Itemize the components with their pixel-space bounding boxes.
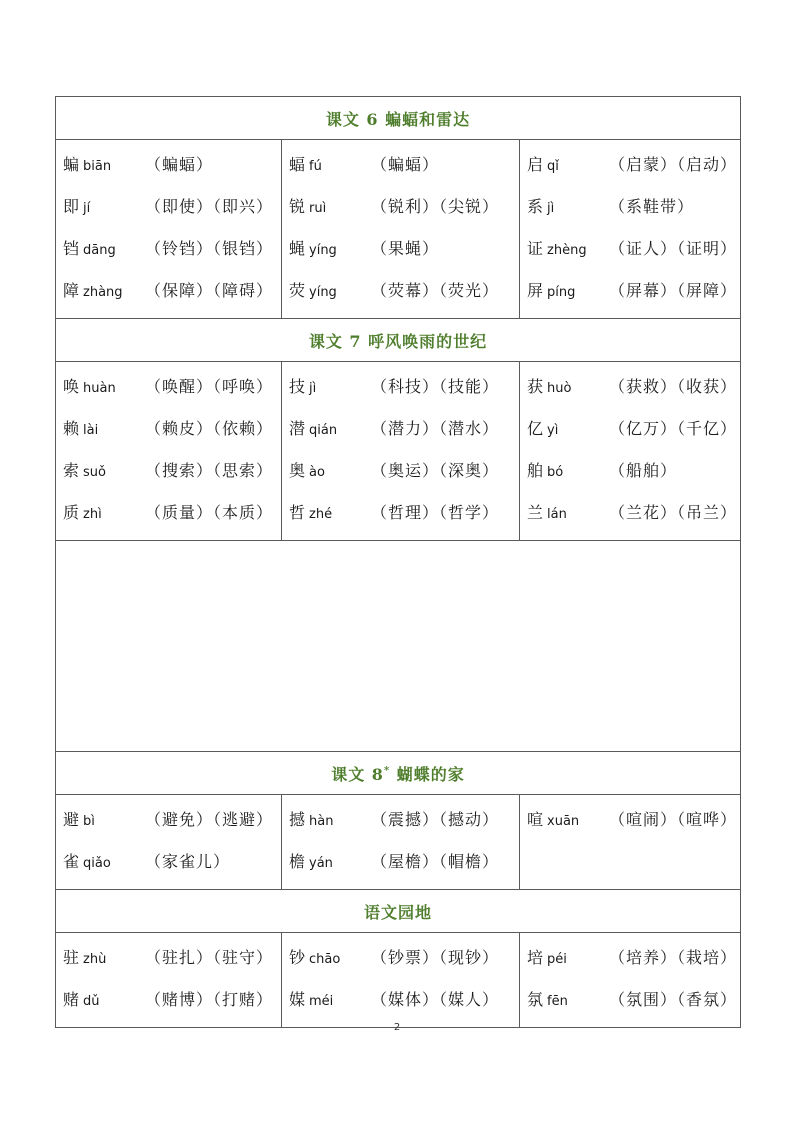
vocab-column — [56, 362, 282, 541]
vocab-entry — [289, 144, 519, 186]
vocab-character: 索 — [63, 461, 80, 480]
section-title-mark: * — [383, 765, 391, 777]
vocab-column — [56, 795, 282, 890]
vocab-character: 撼 — [289, 810, 306, 829]
vocab-pinyin: lài — [83, 423, 99, 438]
vocab-words: （培养）（栽培） — [609, 948, 738, 967]
vocab-pinyin: zhù — [83, 952, 107, 967]
blank-cell — [56, 541, 741, 752]
vocab-character: 启 — [527, 155, 544, 174]
vocab-pinyin: píng — [547, 285, 576, 300]
vocab-words: （证人）（证明） — [609, 239, 738, 258]
vocab-pinyin: zhèng — [547, 243, 587, 258]
vocab-words: （启蒙）（启动） — [609, 155, 738, 174]
vocab-character: 亿 — [527, 419, 544, 438]
vocab-column — [520, 795, 741, 890]
vocab-column — [520, 362, 741, 541]
vocab-words: （家雀儿） — [145, 852, 231, 871]
vocab-pinyin: jì — [309, 381, 317, 396]
vocab-entry — [527, 937, 740, 979]
vocab-entry — [527, 144, 740, 186]
vocab-character: 舶 — [527, 461, 544, 480]
vocab-character: 避 — [63, 810, 80, 829]
section-header-row — [56, 97, 741, 140]
vocab-words: （蝙蝠） — [371, 155, 440, 174]
section-title-text: 课文 8 — [331, 764, 384, 784]
vocab-pinyin: yì — [547, 423, 559, 438]
vocab-character: 铛 — [63, 239, 80, 258]
vocabulary-table — [55, 96, 741, 1028]
vocab-entry — [63, 408, 281, 450]
vocab-words: （亿万）（千亿） — [609, 419, 738, 438]
vocab-entry — [63, 144, 281, 186]
vocab-pinyin: qián — [309, 423, 338, 438]
vocab-character: 质 — [63, 503, 80, 522]
vocab-pinyin: biān — [83, 159, 112, 174]
vocab-pinyin: péi — [547, 952, 567, 967]
vocab-words: （获救）（收获） — [609, 377, 738, 396]
section-content-row — [56, 933, 741, 1028]
vocab-words: （驻扎）（驻守） — [145, 948, 274, 967]
vocab-pinyin: qǐ — [547, 159, 559, 174]
section-content-row — [56, 795, 741, 890]
vocab-entry — [63, 366, 281, 408]
vocab-words: （保障）（障碍） — [145, 281, 274, 300]
section-title-text: 语文园地 — [364, 902, 433, 922]
section-title — [56, 752, 741, 795]
vocab-pinyin: zhàng — [83, 285, 123, 300]
vocab-pinyin: zhé — [309, 507, 333, 522]
vocab-words: （屏幕）（屏障） — [609, 281, 738, 300]
vocab-pinyin: lán — [547, 507, 567, 522]
vocab-pinyin: huàn — [83, 381, 116, 396]
vocab-entry — [527, 270, 740, 312]
vocab-character: 屏 — [527, 281, 544, 300]
vocab-entry — [63, 228, 281, 270]
vocab-pinyin: qiǎo — [83, 856, 111, 871]
vocab-character: 证 — [527, 239, 544, 258]
vocab-pinyin: hàn — [309, 814, 334, 829]
vocab-words: （科技）（技能） — [371, 377, 500, 396]
vocab-words: （哲理）（哲学） — [371, 503, 500, 522]
page-number: 2 — [393, 1022, 401, 1033]
vocab-words: （赌博）（打赌） — [145, 990, 274, 1009]
vocab-words: （铃铛）（银铛） — [145, 239, 274, 258]
vocab-entry — [289, 366, 519, 408]
vocab-words: （奥运）（深奥） — [371, 461, 500, 480]
vocab-words: （钞票）（现钞） — [371, 948, 500, 967]
section-title — [56, 890, 741, 933]
vocab-words: （媒体）（媒人） — [371, 990, 500, 1009]
vocab-character: 蝇 — [289, 239, 306, 258]
vocab-words: （唤醒）（呼唤） — [145, 377, 274, 396]
section-title — [56, 319, 741, 362]
vocab-character: 蝠 — [289, 155, 306, 174]
vocab-words: （潜力）（潜水） — [371, 419, 500, 438]
vocab-pinyin: chāo — [309, 952, 341, 967]
vocab-entry — [63, 186, 281, 228]
blank-row — [56, 541, 741, 752]
vocab-entry — [289, 270, 519, 312]
section-content-row — [56, 362, 741, 541]
vocab-words: （喧闹）（喧哗） — [609, 810, 738, 829]
vocab-character: 氛 — [527, 990, 544, 1009]
vocab-column — [56, 140, 282, 319]
section-header-row — [56, 890, 741, 933]
vocab-character: 媒 — [289, 990, 306, 1009]
section-title — [56, 97, 741, 140]
vocab-character: 雀 — [63, 852, 80, 871]
vocab-entry — [289, 799, 519, 841]
vocab-column — [282, 140, 520, 319]
vocab-entry — [289, 492, 519, 534]
section-header-row — [56, 319, 741, 362]
vocab-entry — [63, 270, 281, 312]
vocab-words: （屋檐）（帽檐） — [371, 852, 500, 871]
vocab-words: （船舶） — [609, 461, 678, 480]
vocab-words: （氛围）（香氛） — [609, 990, 738, 1009]
vocab-entry — [63, 799, 281, 841]
vocab-entry — [527, 799, 740, 841]
vocab-column — [282, 362, 520, 541]
vocab-entry — [289, 450, 519, 492]
vocab-pinyin: bì — [83, 814, 95, 829]
vocab-words: （兰花）（吊兰） — [609, 503, 738, 522]
vocab-column — [520, 933, 741, 1028]
vocab-entry — [289, 408, 519, 450]
section-title-rest: 蝴蝶的家 — [390, 764, 465, 784]
vocab-pinyin: bó — [547, 465, 564, 480]
vocab-character: 荧 — [289, 281, 306, 300]
vocabulary-sheet — [55, 96, 740, 1028]
vocab-pinyin: yán — [309, 856, 333, 871]
vocab-entry — [63, 841, 281, 883]
vocab-pinyin: yíng — [309, 243, 337, 258]
vocab-entry — [63, 979, 281, 1021]
vocab-character: 兰 — [527, 503, 544, 522]
section-title-text: 课文 6 蝙蝠和雷达 — [325, 109, 471, 129]
vocab-character: 奥 — [289, 461, 306, 480]
vocab-pinyin: yíng — [309, 285, 337, 300]
vocab-pinyin: xuān — [547, 814, 580, 829]
vocab-entry — [527, 408, 740, 450]
vocab-column — [520, 140, 741, 319]
vocab-pinyin: suǒ — [83, 465, 106, 480]
vocab-character: 钞 — [289, 948, 306, 967]
vocab-words: （避免）（逃避） — [145, 810, 274, 829]
vocab-entry — [289, 228, 519, 270]
vocab-column — [56, 933, 282, 1028]
vocab-character: 檐 — [289, 852, 306, 871]
vocab-character: 培 — [527, 948, 544, 967]
vocab-character: 潜 — [289, 419, 306, 438]
vocab-character: 驻 — [63, 948, 80, 967]
vocab-words: （震撼）（撼动） — [371, 810, 500, 829]
vocab-entry — [289, 937, 519, 979]
vocab-pinyin: ào — [309, 465, 325, 480]
vocab-entry — [63, 937, 281, 979]
vocab-words: （果蝇） — [371, 239, 440, 258]
vocab-character: 锐 — [289, 197, 306, 216]
vocab-words: （赖皮）（依赖） — [145, 419, 274, 438]
vocab-entry — [63, 450, 281, 492]
vocab-character: 赖 — [63, 419, 80, 438]
vocab-words: （蝙蝠） — [145, 155, 214, 174]
vocab-words: （质量）（本质） — [145, 503, 274, 522]
vocab-entry — [289, 841, 519, 883]
vocab-column — [282, 795, 520, 890]
vocab-pinyin: méi — [309, 994, 334, 1009]
vocab-pinyin: dāng — [83, 243, 116, 258]
vocab-character: 蝙 — [63, 155, 80, 174]
vocab-entry — [527, 492, 740, 534]
vocab-words: （即使）（即兴） — [145, 197, 274, 216]
vocab-entry — [527, 366, 740, 408]
vocab-entry — [527, 979, 740, 1021]
vocab-entry — [527, 228, 740, 270]
vocab-character: 障 — [63, 281, 80, 300]
vocab-words: （荧幕）（荧光） — [371, 281, 500, 300]
vocab-character: 技 — [289, 377, 306, 396]
vocab-pinyin: fú — [309, 159, 322, 174]
vocab-pinyin: jí — [83, 201, 91, 216]
vocab-pinyin: ruì — [309, 201, 327, 216]
vocab-entry — [63, 492, 281, 534]
vocab-character: 即 — [63, 197, 80, 216]
section-content-row — [56, 140, 741, 319]
vocab-entry — [527, 186, 740, 228]
section-header-row — [56, 752, 741, 795]
vocab-character: 赌 — [63, 990, 80, 1009]
vocab-words: （系鞋带） — [609, 197, 695, 216]
vocab-pinyin: zhì — [83, 507, 102, 522]
vocab-character: 唤 — [63, 377, 80, 396]
vocab-entry — [527, 450, 740, 492]
vocab-character: 喧 — [527, 810, 544, 829]
vocab-words: （搜索）（思索） — [145, 461, 274, 480]
section-title-text: 课文 7 呼风唤雨的世纪 — [308, 331, 488, 351]
vocab-pinyin: dǔ — [83, 994, 100, 1009]
vocab-words: （锐利）（尖锐） — [371, 197, 500, 216]
vocab-character: 获 — [527, 377, 544, 396]
vocab-entry — [289, 979, 519, 1021]
vocab-pinyin: jì — [547, 201, 555, 216]
vocab-entry — [289, 186, 519, 228]
vocab-character: 哲 — [289, 503, 306, 522]
vocab-pinyin: fēn — [547, 994, 568, 1009]
vocab-pinyin: huò — [547, 381, 572, 396]
vocab-column — [282, 933, 520, 1028]
vocab-character: 系 — [527, 197, 544, 216]
